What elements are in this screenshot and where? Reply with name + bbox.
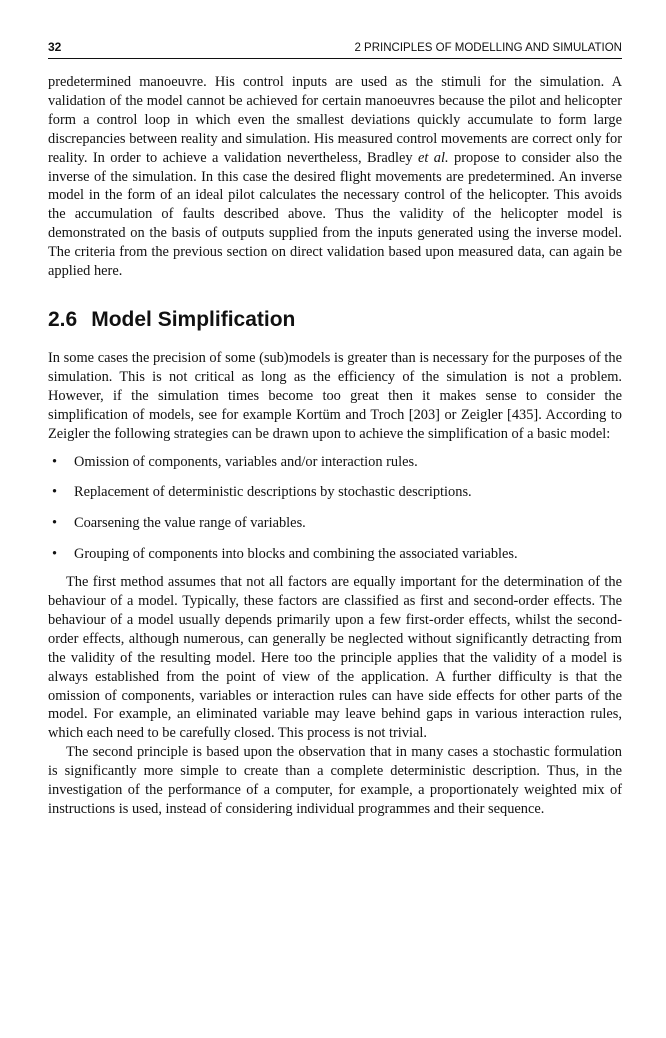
bullet-icon: • bbox=[52, 515, 58, 532]
section-heading bbox=[48, 307, 622, 333]
running-title: 2 PRINCIPLES OF MODELLING AND SIMULATION bbox=[354, 42, 622, 54]
list-item-text: Replacement of deterministic descriptions by stochastic descriptions. bbox=[74, 484, 472, 501]
list-item bbox=[48, 545, 622, 564]
paragraph-text: predetermined manoeuvre. His control inputs are used as the stimuli for the simulation. A validation of the model cannot be achieved for certain manoeuvres because the pilot and helicopter form a control loop in which even the smallest deviations quickly accumulate to form large discrepancies between reality and simulation. His measured control movements are correct only for reality. In order to achieve a validation nevertheless, Bradley bbox=[48, 74, 622, 166]
book-page bbox=[48, 40, 622, 819]
paragraph-first-method: The first method assumes that not all factors are equally important for the determination of the behaviour of a model. Typically, these factors are classified as first and second-order effects. The behaviour of a model usually depends primarily upon a few first-order effects, whilst the second-order effects, although numerous, can generally be neglected without significantly detracting from the validity of the resulting model. Here too the principle applies that the validity of a model is always established from the point of view of the application. A further difficulty is that the omission of components, variables or interaction rules can have side effects for other parts of the model. For example, an eliminated variable may leave behind gaps in various interaction rules, which each need to be carefully closed. This process is not trivial. bbox=[48, 574, 622, 742]
paragraph-second-principle: The second principle is based upon the observation that in many cases a stochastic formulation is significantly more simple to create than a complete deterministic description. Thus, in the investigation of the performance of a computer, for example, a proportionately weighted mix of instructions is used, instead of considering individual programmes and their sequence. bbox=[48, 744, 622, 817]
list-item bbox=[48, 483, 622, 502]
page-number: 32 bbox=[48, 40, 62, 54]
section-number: 2.6 bbox=[48, 307, 78, 331]
list-item bbox=[48, 514, 622, 533]
strategy-list bbox=[48, 453, 622, 565]
list-item-text: Coarsening the value range of variables. bbox=[74, 515, 306, 532]
list-item-text: Grouping of components into blocks and combining the associated variables. bbox=[74, 546, 518, 563]
list-item-text: Omission of components, variables and/or interaction rules. bbox=[74, 453, 418, 470]
bullet-icon: • bbox=[52, 546, 58, 563]
bullet-icon: • bbox=[52, 453, 58, 470]
list-item bbox=[48, 453, 622, 472]
paragraph-text: propose to consider also the inverse of the simulation. In this case the desired flight movements are predetermined. An inverse model in the form of an ideal pilot calculates the necessary control of the helicopter. This avoids the accumulation of faults described above. Thus the validity of the helicopter model is demonstrated on the basis of outputs supplied from the inputs generated using the inverse model. The criteria from the previous section on direct validation based upon measured data, can again be applied here. bbox=[48, 149, 622, 280]
paragraph-validation bbox=[48, 73, 622, 281]
running-header bbox=[48, 40, 622, 59]
paragraph-intro: In some cases the precision of some (sub)models is greater than is necessary for the purposes of the simulation. This is not critical as long as the efficiency of the simulation is not a problem. However, if the simulation times become too great then it makes sense to consider the simplification of models, see for example Kortüm and Troch [203] or Zeigler [435]. According to Zeigler the following strategies can be drawn upon to achieve the simplification of a basic model: bbox=[48, 349, 622, 442]
bullet-icon: • bbox=[52, 484, 58, 501]
section-title: Model Simplification bbox=[91, 307, 296, 331]
italic-citation: et al. bbox=[417, 149, 449, 166]
